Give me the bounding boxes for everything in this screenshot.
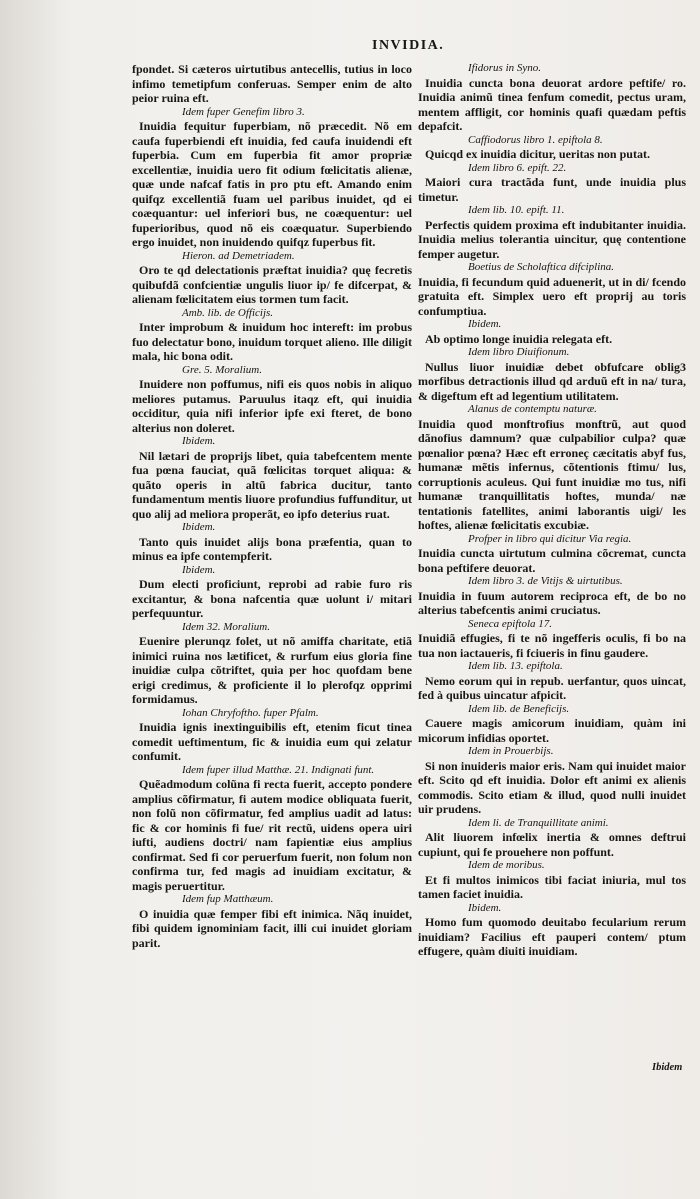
source-citation: Hieron. ad Demetriadem. — [182, 249, 295, 262]
quotation-paragraph: Alit liuorem infœlix inertia & omnes deftrui cupiunt, qui fe prouehere non poffunt. — [418, 830, 686, 859]
source-citation: Idem in Prouerbijs. — [468, 745, 554, 757]
quotation-paragraph: Inuidia cuncta bona deuorat ardore peftife/ ro. Inuidia animũ tinea fenfum comedit, pectus uram, mentem affligit, cor hominis quafi quædam peftis depafcit. — [418, 75, 686, 133]
source-citation: Amb. lib. de Officijs. — [182, 306, 274, 319]
source-citation: Ifidorus in Syno. — [468, 62, 542, 74]
quotation-paragraph: Maiori cura tractãda funt, unde inuidia plus timetur. — [418, 175, 686, 204]
quotation-paragraph: Homo fum quomodo deuitabo fecularium rerum inuidiam? Facilius eft pauperi contem/ ptum effugere, quàm diuiti inuidiam. — [418, 915, 686, 958]
source-citation: Profper in libro qui dicitur Via regia. — [468, 532, 632, 545]
quotation-paragraph: Nemo eorum qui in repub. uerfantur, quos uincat, fed à quibus uincatur afpicit. — [418, 673, 686, 702]
quotation-paragraph: Perfectis quidem proxima eft indubitanter inuidia. Inuidia melius tolerantia uincitur, quę contentione femper augetur. — [418, 217, 686, 261]
quotation-paragraph: Et fi multos inimicos tibi faciat iniuria, mul tos tamen faciet inuidia. — [418, 872, 686, 901]
running-head: INVIDIA. — [372, 38, 445, 53]
quotation-paragraph: Ab optimo longe inuidia relegata eft. — [425, 331, 613, 346]
source-citation: Ibidem. — [468, 901, 502, 914]
source-citation: Ibidem. — [182, 563, 216, 576]
source-citation: Idem lib. de Beneficijs. — [468, 702, 570, 715]
source-citation: Alanus de contemptu naturæ. — [468, 403, 597, 415]
source-citation: Caffiodorus libro 1. epiftola 8. — [468, 133, 603, 146]
source-citation: Ibidem. — [468, 318, 502, 330]
quotation-paragraph: Euenire plerunqz folet, ut nõ amiffa charitate, etiã inimici ruina nos lætificet, & rurfum eius gloria fine inuidiæ culpa cõtriftet, quia per hoc quofdam bene erigi credimus, & proficiente il lo plerofqz opprimi formidamus. — [132, 634, 412, 706]
source-citation: Idem de moribus. — [468, 859, 545, 871]
quotation-paragraph: fpondet. Si cæteros uirtutibus antecellis, tutius in loco infimo temetipfum conferuas. Semper enim de alto peior ruina eft. — [132, 62, 412, 105]
quotation-paragraph: Inuidia ignis inextinguibilis eft, etenim ficut tinea comedit ueftimentum, fic & inuidia eum qui zelatur confumit. — [132, 720, 412, 763]
quotation-paragraph: Cauere magis amicorum inuidiam, quàm ini micorum infidias oportet. — [418, 716, 686, 745]
source-citation: Seneca epiftola 17. — [468, 617, 553, 630]
source-citation: Idem lib. 10. epift. 11. — [468, 204, 565, 216]
quotation-paragraph: Inuidere non poffumus, nifi eis quos nobis in aliquo meliores putamus. Paruulus itaqz eft, qui inuidia occiditur, quia nifi inferior ipfe exi fteret, de bono alterius non doleret. — [132, 377, 412, 435]
source-citation: Idem 32. Moralium. — [182, 620, 270, 633]
source-citation: Gre. 5. Moralium. — [182, 363, 262, 376]
quotation-paragraph: Inuidia quod monftrofius monftrũ, aut quod dãnofius damnum? quæ culpabilior culpa? quæ pœnalior pœna? Hæc eft erroneç cæcitatis abyf fus, humanæ mẽtis infernus, cõtentionis ftimu/ lus, corruptionis aculeus. Qui funt inuidiæ mo tus, nifi humanæ tranquillitatis hoftes, munda/ næ tentationis fatellites, animi laborantis uigi/ les hoftes, alienæ fœlicitatis excubiæ. — [418, 416, 686, 532]
source-citation: Idem libro Diuifionum. — [468, 346, 570, 358]
catchword: Ibidem — [652, 1062, 683, 1073]
source-citation: Idem li. de Tranquillitate animi. — [468, 816, 609, 829]
quotation-paragraph: Inuidia fequitur fuperbiam, nõ præcedit. Nõ em caufa fuperbiendi eft inuidia, fed caufa inuidendi eft fuperbia. Cum em fuperbia fit amor propriæ excellentiæ, inuidia uero fit odium fœlicitatis alienæ, quæ unde nafcaf fatis in pro ptu eft. Amando enim quifqz excellentiã fuam uel paribus inuidet, qd ei coæquantur: uel inferiori bus, ne coæquentur: uel fuperioribus, quod nõ eis coæquatur. Superbiendo ergo inuidet, non inuidendo quifqz fuperbus fit. — [132, 119, 412, 249]
right-column — [418, 62, 686, 959]
quotation-paragraph: Quicqd ex inuidia dicitur, ueritas non putat. — [425, 147, 650, 161]
quotation-paragraph: Dum electi proficiunt, reprobi ad rabie furo ris excitantur, & bona nafcentia quæ uolunt i/ mitari perfequuntur. — [132, 577, 412, 620]
quotation-paragraph: Nil lætari de proprijs libet, quia tabefcentem mente fua pœna fauciat, quã fœlicitas torquet aliqua: & quãto operis in altũ fabrica ducitur, tanto fundamentum mentis liuore profundius fuffunditur, ut quo alij ad meliora properãt, eo ipfo deterius ruat. — [132, 448, 412, 521]
source-citation: Ibidem. — [182, 521, 216, 533]
quotation-paragraph: Inter improbum & inuidum hoc intereft: im probus fuo delectatur bono, inuidum torquet alieno. Ille diligit mala, hic bona odit. — [132, 320, 412, 363]
quotation-paragraph: Inuidia, fi fecundum quid aduenerit, ut in di/ fcendo gratuita eft. Simplex uero eft proprij au toris confumptiua. — [418, 274, 686, 318]
left-column — [132, 62, 412, 950]
quotation-paragraph: Inuidia cuncta uirtutum culmina cõcremat, cuncta bona peftifere deuorat. — [418, 546, 686, 575]
source-citation: Ibidem. — [182, 435, 216, 447]
source-citation: Idem fuper illud Matthæ. 21. Indignati funt. — [182, 763, 375, 776]
source-citation: Idem fup Matthæum. — [182, 893, 274, 905]
quotation-paragraph: Quẽadmodum colũna fi recta fuerit, accepto pondere amplius cõfirmatur, fi autem modice obliquata fuerit, non folũ non cõfirmatur, fed amplius uadit ad latus: fic & cor hominis fi fue/ rit rectũ, uidens opera uiri iufti, audiens doctri/ nam fapientiæ eius amplius confirmat. Sed fi cor peruerfum fuerit, non folum non confirma tur, fed magis ad inuidiam excitatur, & magis peruertitur. — [132, 777, 412, 893]
quotation-paragraph: O inuidia quæ femper fibi eft inimica. Nãq inuidet, fibi quidem ignominiam facit, illi cui inuidet gloriam parit. — [132, 906, 412, 950]
quotation-paragraph: Nullus liuor inuidiæ debet obfufcare oblig3 morfibus detractionis illud qd arduũ eft in na/ tura, & digeftum eft ad legentium utilitatem. — [418, 359, 686, 403]
source-citation: Idem libro 3. de Vitijs & uirtutibus. — [468, 575, 623, 587]
source-citation: Idem lib. 13. epiftola. — [468, 660, 563, 672]
quotation-paragraph: Tanto quis inuidet alijs bona præfentia, quan to minus ea ipfe contempferit. — [132, 534, 412, 563]
quotation-paragraph: Inuidia in fuum autorem reciproca eft, de bo no alterius tabefcentis animi cruciatus. — [418, 588, 686, 617]
quotation-paragraph: Oro te qd delectationis præftat inuidia? quę fecretis quibufdã confcientiæ ungulis liuor ip/ fe difcerpat, & alienam fœlicitatem eius tormen tum facit. — [132, 263, 412, 306]
source-citation: Idem fuper Genefim libro 3. — [182, 105, 305, 118]
source-citation: Idem libro 6. epift. 22. — [468, 161, 567, 174]
quotation-paragraph: Inuidiã effugies, fi te nõ ingefferis oculis, fi bo na tua non iactaueris, fi fciueris in finu gaudere. — [418, 631, 686, 660]
source-citation: Iohan Chryfoftho. fuper Pfalm. — [182, 706, 319, 719]
quotation-paragraph: Si non inuideris maior eris. Nam qui inuidet maior eft. Scito qd eft inuidia. Dolor eft animi ex alienis commodis. Scito etiam & illud, quod nulli inuidet uir prudens. — [418, 758, 686, 816]
source-citation: Boetius de Scholaftica difciplina. — [468, 261, 615, 273]
